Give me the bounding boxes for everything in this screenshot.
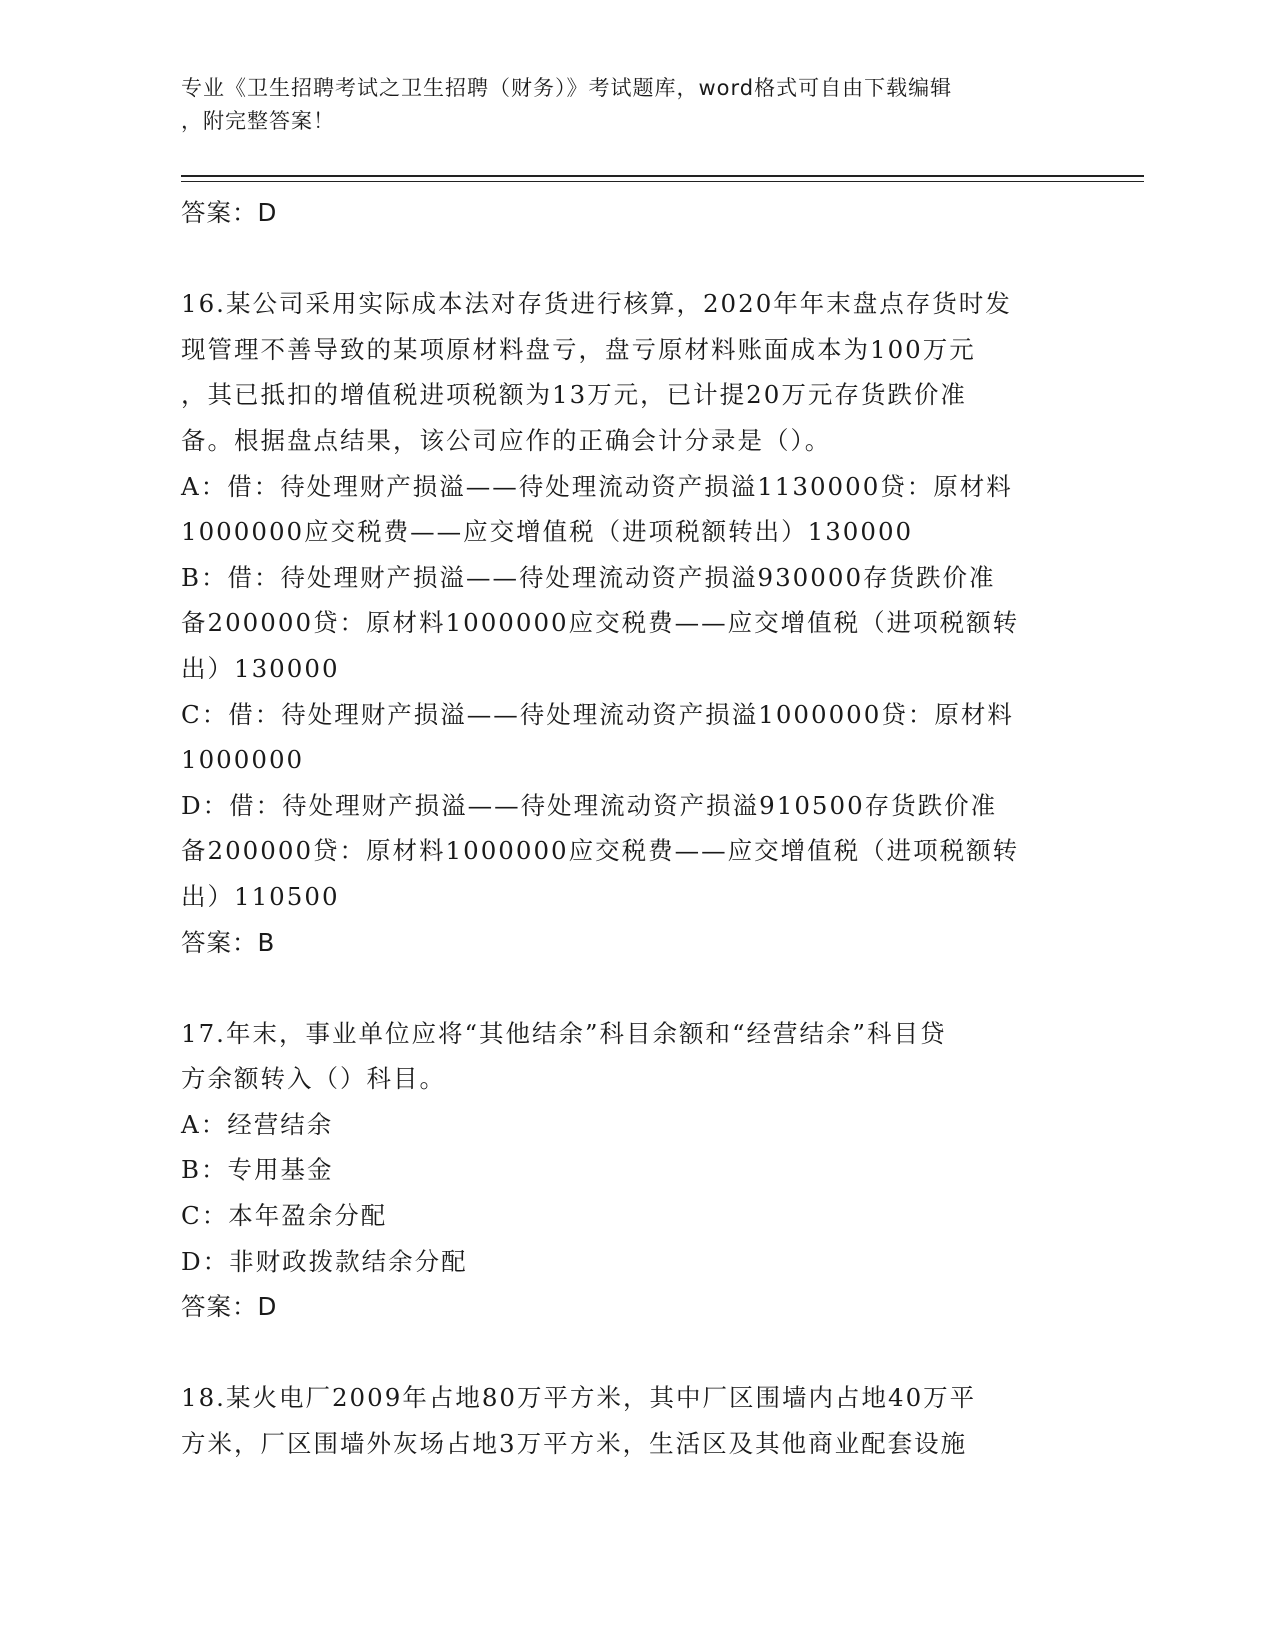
- option-b-line: 备200000贷：原材料1000000应交税费——应交增值税（进项税额转: [181, 608, 1020, 638]
- option-c-line: C：借：待处理财产损溢——待处理流动资产损溢1000000贷：原材料: [181, 699, 1014, 729]
- question-18: [181, 1375, 1081, 1466]
- option-a: A：经营结余: [181, 1109, 334, 1139]
- option-b: B：专用基金: [181, 1155, 334, 1185]
- question-stem-line: 现管理不善导致的某项原材料盘亏，盘亏原材料账面成本为100万元: [181, 334, 976, 364]
- question-stem-line: 17.年末，事业单位应将“其他结余”科目余额和“经营结余”科目贷: [181, 1018, 947, 1048]
- option-a-line: 1000000应交税费——应交增值税（进项税额转出）130000: [181, 517, 914, 547]
- answer-q15: 答案：D: [181, 198, 278, 227]
- header-divider-thick: [181, 175, 1144, 177]
- question-stem-line: 方米，厂区围墙外灰场占地3万平方米，生活区及其他商业配套设施: [181, 1429, 968, 1459]
- header-line-2: ，附完整答案！: [181, 109, 335, 133]
- option-d-line: D：借：待处理财产损溢——待处理流动资产损溢910500存货跌价准: [181, 790, 998, 820]
- answer-q16: 答案：B: [181, 927, 276, 957]
- spacer: [181, 965, 1081, 1011]
- option-c: C：本年盈余分配: [181, 1201, 388, 1231]
- option-d-line: 出）110500: [181, 881, 340, 911]
- header-divider-thin: [181, 181, 1144, 182]
- option-d: D：非财政拨款结余分配: [181, 1246, 468, 1276]
- option-c-line: 1000000: [181, 745, 305, 775]
- question-16: [181, 281, 1081, 965]
- question-17: [181, 1011, 1081, 1330]
- question-stem-line: 18.某火电厂2009年占地80万平方米，其中厂区围墙内占地40万平: [181, 1383, 977, 1413]
- spacer: [181, 1330, 1081, 1376]
- option-b-line: B：借：待处理财产损溢——待处理流动资产损溢930000存货跌价准: [181, 562, 996, 592]
- option-d-line: 备200000贷：原材料1000000应交税费——应交增值税（进项税额转: [181, 836, 1020, 866]
- answer-q17: 答案：D: [181, 1292, 278, 1322]
- option-b-line: 出）130000: [181, 653, 340, 683]
- spacer: [181, 236, 1081, 282]
- question-stem-line: 方余额转入（）科目。: [181, 1064, 446, 1094]
- question-stem-line: 备。根据盘点结果，该公司应作的正确会计分录是（）。: [181, 425, 832, 455]
- document-header: [181, 72, 1081, 138]
- document-body: [181, 190, 1081, 1467]
- question-stem-line: ，其已抵扣的增值税进项税额为13万元，已计提20万元存货跌价准: [181, 380, 967, 410]
- header-line-1: 专业《卫生招聘考试之卫生招聘（财务）》考试题库，word格式可自由下载编辑: [181, 76, 953, 100]
- question-stem-line: 16.某公司采用实际成本法对存货进行核算，2020年年末盘点存货时发: [181, 289, 1012, 319]
- option-a-line: A：借：待处理财产损溢——待处理流动资产损溢1130000贷：原材料: [181, 471, 1013, 501]
